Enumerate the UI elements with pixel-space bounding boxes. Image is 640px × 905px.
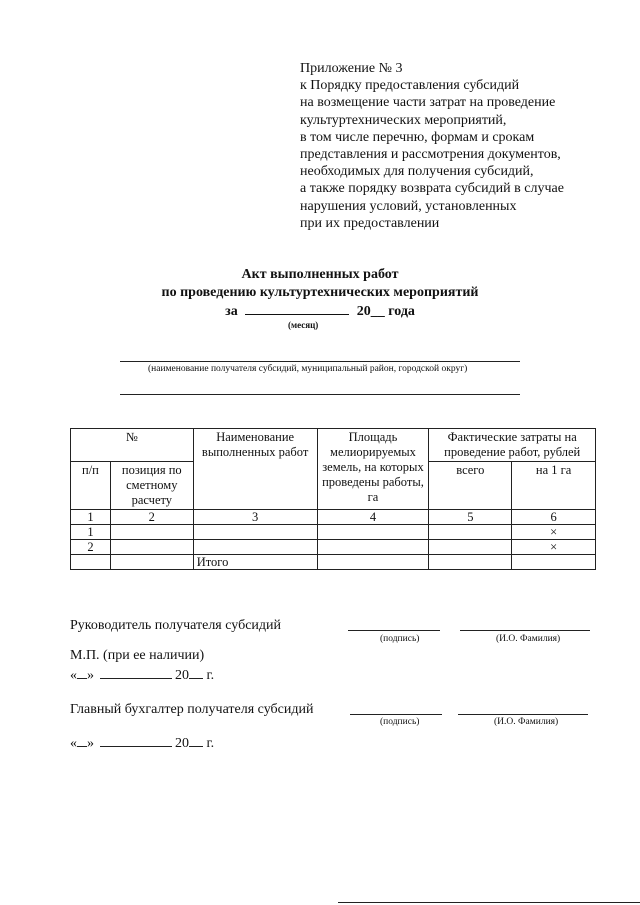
- appendix-line: при их предоставлении: [300, 215, 440, 231]
- header-no: №: [71, 429, 194, 462]
- head-signature-hint: (подпись): [380, 634, 420, 644]
- total-label: Итого: [193, 555, 317, 570]
- works-table: [70, 428, 596, 570]
- date-close-quote: »: [87, 668, 94, 683]
- appendix-line: в том числе перечню, формам и срокам: [300, 129, 535, 145]
- date-month-field[interactable]: [100, 734, 172, 747]
- header-work-name: Наименование выполненных работ: [193, 429, 317, 510]
- header-estimate-position: позиция по сметному расчету: [110, 462, 193, 510]
- header-costs: Фактические затраты на проведение работ, рублей: [429, 429, 596, 462]
- col-number: 6: [512, 510, 596, 525]
- period-year: 20__ года: [356, 304, 415, 319]
- date-close-quote: »: [87, 736, 94, 751]
- row-per-ha-cell: ×: [512, 540, 596, 555]
- date-day-field[interactable]: [77, 734, 87, 747]
- row-pp: 1: [71, 525, 111, 540]
- row-total-cell[interactable]: [429, 525, 512, 540]
- appendix-line: на возмещение части затрат на проведение: [300, 95, 556, 111]
- head-name-line[interactable]: [460, 630, 590, 631]
- appendix-line: представления и рассмотрения документов,: [300, 147, 561, 163]
- head-date: [70, 666, 214, 684]
- head-signature-line[interactable]: [348, 630, 440, 631]
- month-hint: (месяц): [288, 320, 319, 330]
- total-per-ha-cell[interactable]: [512, 555, 596, 570]
- row-name-cell[interactable]: [193, 525, 317, 540]
- total-empty: [71, 555, 111, 570]
- date-year-field[interactable]: [189, 734, 203, 747]
- seal-label: М.П. (при ее наличии): [70, 648, 205, 663]
- date-suffix: г.: [206, 736, 215, 751]
- recipient-line[interactable]: [120, 361, 520, 362]
- row-position-cell[interactable]: [110, 540, 193, 555]
- total-area-cell[interactable]: [317, 555, 429, 570]
- row-pp: 2: [71, 540, 111, 555]
- appendix-line: нарушения условий, установленных: [300, 198, 517, 214]
- period-for-label: за: [225, 304, 238, 319]
- month-field[interactable]: [245, 302, 349, 315]
- total-sum-cell[interactable]: [429, 555, 512, 570]
- col-number: 3: [193, 510, 317, 525]
- total-empty: [110, 555, 193, 570]
- col-number: 4: [317, 510, 429, 525]
- date-suffix: г.: [206, 668, 215, 683]
- head-name-hint: (И.О. Фамилия): [496, 634, 561, 644]
- appendix-line: культуртехнических мероприятий,: [300, 112, 507, 128]
- col-number: 5: [429, 510, 512, 525]
- date-month-field[interactable]: [100, 666, 172, 679]
- accountant-signature-hint: (подпись): [380, 717, 420, 727]
- header-area: Площадь мелиорируемых земель, на которых проведены работы, га: [317, 429, 429, 510]
- appendix-line: Приложение № 3: [300, 61, 403, 76]
- accountant-date: [70, 734, 214, 752]
- appendix-line: к Порядку предоставления субсидий: [300, 78, 520, 94]
- date-day-field[interactable]: [77, 666, 87, 679]
- row-total-cell[interactable]: [429, 540, 512, 555]
- head-label: Руководитель получателя субсидий: [70, 618, 282, 633]
- col-number: 1: [71, 510, 111, 525]
- scan-edge-line: [338, 902, 640, 903]
- row-per-ha-cell: ×: [512, 525, 596, 540]
- table-row: [71, 540, 596, 555]
- header-pp: п/п: [71, 462, 111, 510]
- row-area-cell[interactable]: [317, 540, 429, 555]
- row-area-cell[interactable]: [317, 525, 429, 540]
- row-position-cell[interactable]: [110, 525, 193, 540]
- date-open-quote: «: [70, 668, 77, 683]
- document-title: Акт выполненных работ: [241, 267, 399, 282]
- accountant-name-line[interactable]: [458, 714, 588, 715]
- table-row: [71, 525, 596, 540]
- header-total: всего: [429, 462, 512, 510]
- date-year-field[interactable]: [189, 666, 203, 679]
- period-line: [0, 302, 640, 320]
- total-row: [71, 555, 596, 570]
- row-name-cell[interactable]: [193, 540, 317, 555]
- appendix-line: а также порядку возврата субсидий в случае: [300, 181, 564, 197]
- accountant-signature-line[interactable]: [350, 714, 442, 715]
- recipient-line-2[interactable]: [120, 394, 520, 395]
- date-year: 20: [175, 736, 189, 751]
- recipient-hint: (наименование получателя субсидий, муниципальный район, городской округ): [148, 364, 468, 374]
- accountant-label: Главный бухгалтер получателя субсидий: [70, 702, 314, 717]
- document-subtitle: по проведению культуртехнических мероприятий: [161, 285, 479, 300]
- appendix-block: [300, 60, 620, 232]
- date-open-quote: «: [70, 736, 77, 751]
- date-year: 20: [175, 668, 189, 683]
- accountant-name-hint: (И.О. Фамилия): [494, 717, 559, 727]
- col-number: 2: [110, 510, 193, 525]
- header-per-ha: на 1 га: [512, 462, 596, 510]
- appendix-line: необходимых для получения субсидий,: [300, 164, 534, 180]
